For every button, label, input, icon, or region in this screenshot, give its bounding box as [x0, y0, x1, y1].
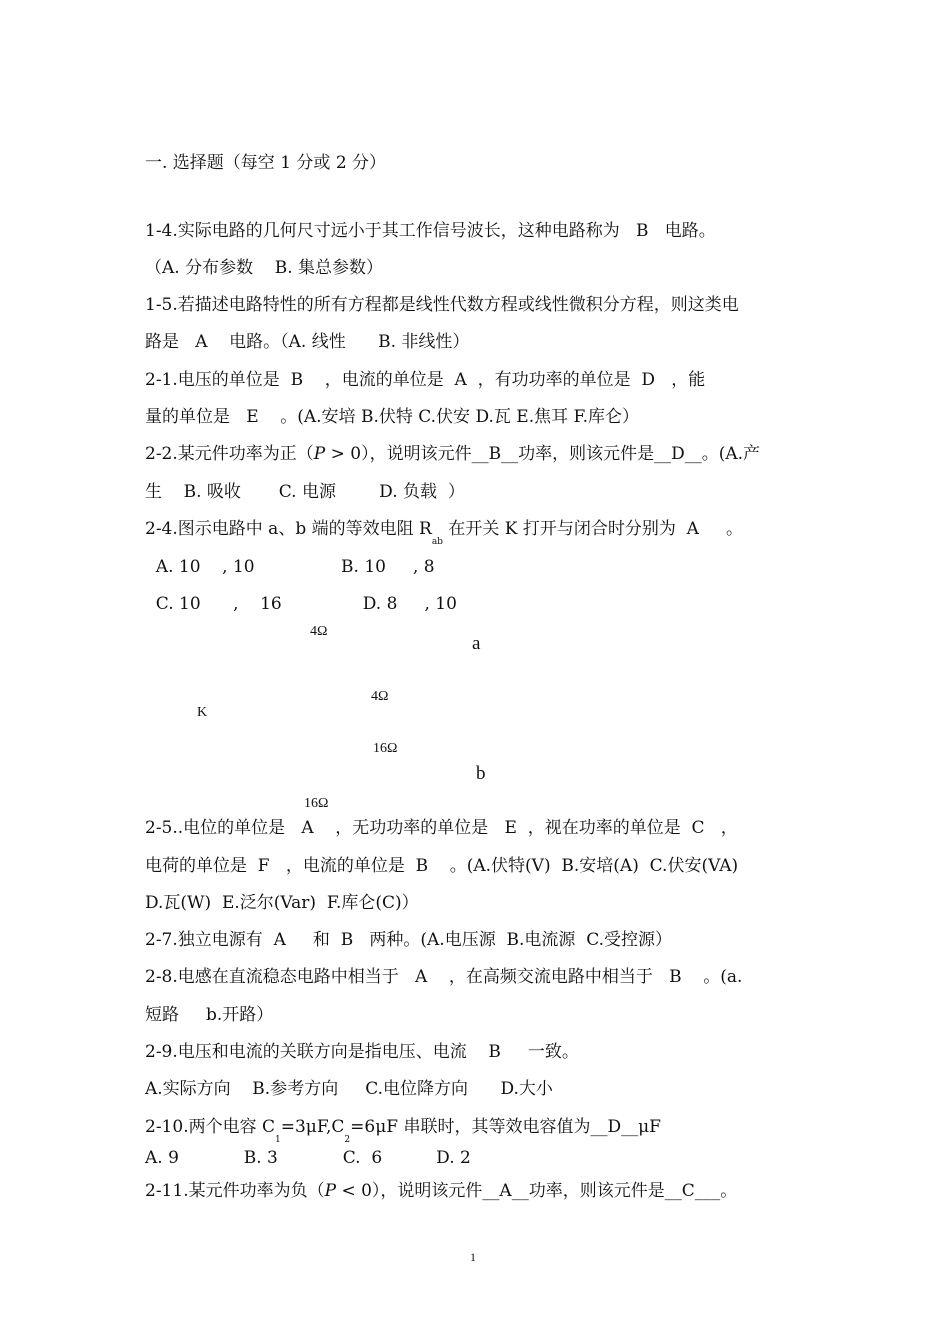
question-2-4-text-b: 在开关 K 打开与闭合时分别为 A 。 — [442, 519, 743, 539]
question-2-11-text-a: 2-11.某元件功率为负（ — [145, 1181, 325, 1201]
resistor-label-1: 4Ω — [310, 624, 328, 639]
resistor-label-2: 4Ω — [371, 689, 389, 704]
subscript-1: 1 — [275, 1135, 281, 1145]
question-2-4-options-2: C. 10 , 16 D. 8 , 10 — [145, 594, 457, 614]
question-2-8-line-2: 短路 b.开路） — [145, 1005, 274, 1025]
question-2-10-text-a: 2-10.两个电容 C — [145, 1117, 276, 1137]
page-number: 1 — [470, 1250, 476, 1264]
question-2-10-text-c: =6μF 串联时，其等效电容值为__D__μF — [350, 1117, 661, 1137]
question-2-5-line-1: 2-5..电位的单位是 A ，无功功率的单位是 E ，视在功率的单位是 C ， — [145, 818, 738, 838]
node-a-label: a — [472, 633, 481, 654]
question-2-5-line-3: D.瓦(W) E.泛尔(Var) F.库仑(C)） — [145, 893, 419, 913]
question-2-11-text-b: < 0），说明该元件__A__功率，则该元件是__C___。 — [336, 1181, 738, 1201]
question-2-2-line-1 — [145, 443, 760, 465]
question-2-5-line-2: 电荷的单位是 F ，电流的单位是 B 。(A.伏特(V) B.安培(A) C.伏安(VA) — [145, 856, 739, 876]
question-2-9-options: A.实际方向 B.参考方向 C.电位降方向 D.大小 — [145, 1079, 553, 1099]
power-variable: P — [313, 444, 326, 464]
question-2-10-text-b: =3μF,C — [280, 1117, 345, 1137]
node-b-label: b — [476, 763, 486, 784]
question-2-1-line-2: 量的单位是 E 。(A.安培 B.伏特 C.伏安 D.瓦 E.焦耳 F.库仑） — [145, 407, 640, 427]
question-2-2-line-2: 生 B. 吸收 C. 电源 D. 负载 ） — [145, 482, 465, 502]
question-2-10-options: A. 9 B. 3 C. 6 D. 2 — [145, 1148, 471, 1168]
question-2-11 — [145, 1180, 737, 1202]
question-2-4-options-1: A. 10 , 10 B. 10 , 8 — [145, 557, 435, 577]
power-variable-2: P — [324, 1181, 337, 1201]
question-2-8-line-1: 2-8.电感在直流稳态电路中相当于 A ，在高频交流电路中相当于 B 。(a. — [145, 967, 743, 987]
question-2-2-text-a: 2-2.某元件功率为正（ — [145, 444, 314, 464]
question-2-1-line-1: 2-1.电压的单位是 B ，电流的单位是 A ，有功功率的单位是 D ，能 — [145, 370, 706, 390]
question-2-9-line-1: 2-9.电压和电流的关联方向是指电压、电流 B 一致。 — [145, 1042, 579, 1062]
resistor-label-4: 16Ω — [304, 796, 329, 811]
question-1-5-line-1: 1-5.若描述电路特性的所有方程都是线性代数方程或线性微积分方程，则这类电 — [145, 295, 739, 315]
subscript-2: 2 — [344, 1135, 351, 1145]
question-1-5-line-2: 路是 A 电路。（A. 线性 B. 非线性） — [145, 332, 470, 352]
subscript-ab: ab — [431, 537, 443, 547]
question-2-2-text-b: > 0），说明该元件__B__功率，则该元件是__D__。(A.产 — [325, 444, 761, 464]
question-2-10-line-1 — [145, 1116, 661, 1145]
question-1-4-line-1: 1-4.实际电路的几何尺寸远小于其工作信号波长，这种电路称为 B 电路。 — [145, 221, 716, 241]
question-1-4-line-2: （A. 分布参数 B. 集总参数） — [145, 258, 383, 278]
switch-k-label: K — [197, 705, 208, 720]
question-2-7: 2-7.独立电源有 A 和 B 两种。(A.电压源 B.电流源 C.受控源） — [145, 930, 673, 950]
section-title: 一. 选择题（每空 1 分或 2 分） — [145, 153, 387, 173]
resistor-label-3: 16Ω — [373, 741, 398, 756]
question-2-4-text-a: 2-4.图示电路中 a、b 端的等效电阻 R — [145, 519, 432, 539]
question-2-4-line-1 — [145, 518, 743, 547]
